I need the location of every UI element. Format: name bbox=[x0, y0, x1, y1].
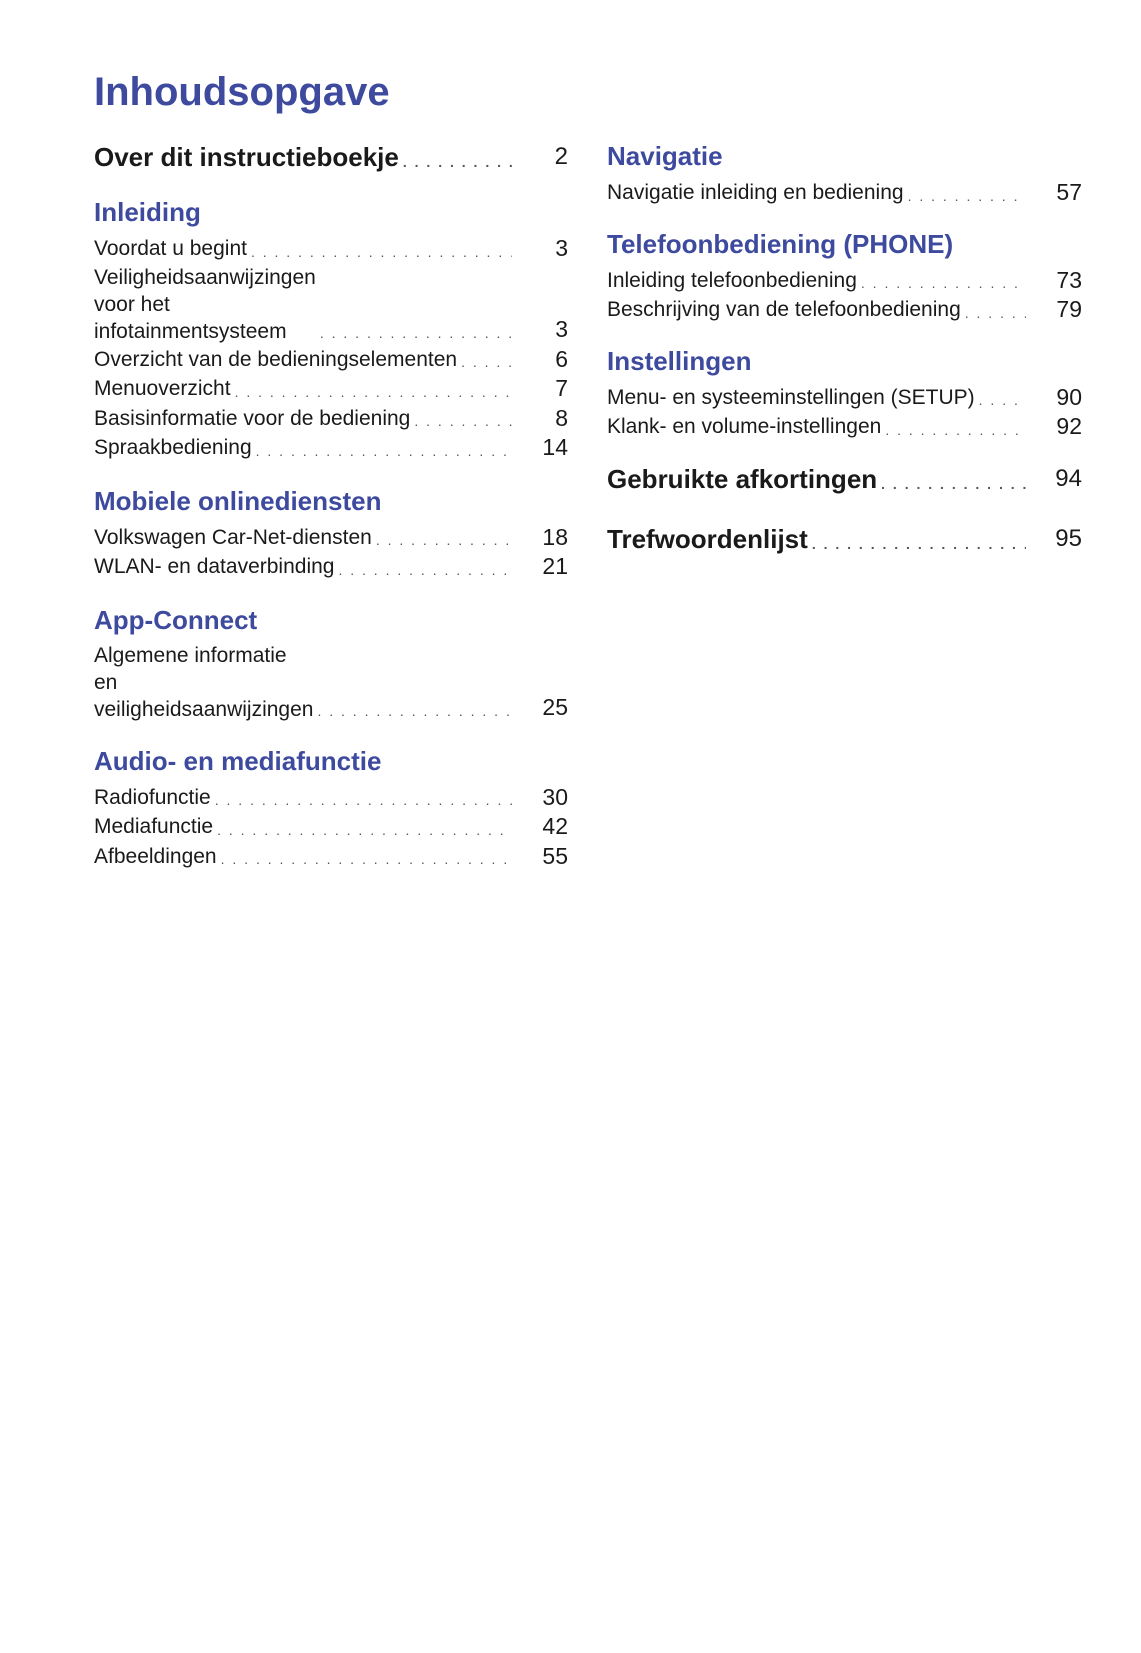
section-heading[interactable]: Telefoonbediening (PHONE) bbox=[607, 228, 954, 259]
dot-leader bbox=[251, 240, 512, 264]
toc-entry[interactable] bbox=[94, 552, 568, 582]
toc-page-number: 42 bbox=[542, 813, 568, 839]
dot-leader bbox=[979, 388, 1026, 412]
toc-entry[interactable] bbox=[94, 783, 568, 813]
toc-page-number: 30 bbox=[542, 783, 568, 810]
toc-entry[interactable] bbox=[94, 812, 568, 842]
section-mobiele-onlinediensten bbox=[94, 485, 568, 582]
toc-entry[interactable] bbox=[94, 264, 568, 345]
section-instellingen bbox=[607, 345, 1082, 442]
toc-entry-label: Menu- en systeeminstellingen (SETUP) bbox=[607, 385, 975, 409]
toc-entry[interactable] bbox=[94, 842, 568, 872]
toc-entry-label: Trefwoordenlijst bbox=[607, 523, 808, 554]
dot-leader bbox=[965, 301, 1026, 325]
toc-page-number: 55 bbox=[542, 842, 568, 869]
toc-page-number: 2 bbox=[554, 143, 568, 170]
toc-entry-label: Algemene informatie en veiligheidsaanwijzingen bbox=[94, 643, 314, 721]
toc-entry-label: Radiofunctie bbox=[94, 785, 211, 809]
section-inleiding bbox=[94, 196, 568, 463]
dot-leader bbox=[256, 439, 512, 463]
toc-entry[interactable] bbox=[94, 345, 568, 375]
toc-entry-gebruikte-afkortingen[interactable] bbox=[607, 462, 1082, 496]
section-heading[interactable]: Mobiele onlinediensten bbox=[94, 485, 382, 516]
toc-page-number: 18 bbox=[542, 523, 568, 550]
section-navigatie bbox=[607, 140, 1082, 208]
toc-entry[interactable] bbox=[607, 295, 1082, 325]
toc-entry-trefwoordenlijst[interactable] bbox=[607, 522, 1082, 556]
toc-entry-label: Overzicht van de bedieningselementen bbox=[94, 347, 458, 371]
toc-entry-label: Over dit instructieboekje bbox=[94, 142, 399, 172]
toc-entry-label: Gebruikte afkortingen bbox=[607, 463, 878, 494]
toc-entry-label: Volkswagen Car-Net-diensten bbox=[94, 525, 372, 549]
section-heading[interactable]: Inleiding bbox=[94, 197, 201, 227]
dot-leader bbox=[235, 380, 512, 404]
section-audio-en-mediafunctie bbox=[94, 745, 568, 872]
toc-page-number: 92 bbox=[1056, 413, 1082, 439]
toc-page-number: 14 bbox=[542, 434, 568, 460]
dot-leader bbox=[861, 271, 1026, 295]
toc-page-number: 57 bbox=[1056, 179, 1082, 205]
dot-leader bbox=[812, 532, 1026, 556]
section-heading[interactable]: Audio- en mediafunctie bbox=[94, 745, 382, 776]
toc-page-number: 95 bbox=[1055, 524, 1082, 552]
toc-page-number: 7 bbox=[555, 375, 568, 401]
toc-page-number: 3 bbox=[555, 316, 568, 342]
toc-page-number: 25 bbox=[542, 694, 568, 720]
toc-entry[interactable] bbox=[94, 374, 568, 404]
toc-entry-over-dit-instructieboekje[interactable] bbox=[94, 140, 568, 174]
section-telefoonbediening bbox=[607, 228, 1082, 325]
toc-entry-label: Mediafunctie bbox=[94, 815, 214, 838]
section-app-connect bbox=[94, 604, 568, 723]
toc-entry-label: WLAN- en dataverbinding bbox=[94, 555, 335, 578]
dot-leader bbox=[217, 818, 512, 842]
toc-entry-label: Voordat u begint bbox=[94, 237, 247, 260]
toc-entry[interactable] bbox=[607, 383, 1082, 413]
dot-leader bbox=[215, 788, 512, 812]
toc-page-number: 8 bbox=[555, 404, 568, 431]
toc-page-number: 3 bbox=[555, 235, 568, 261]
toc-entry[interactable] bbox=[94, 433, 568, 463]
toc-right-column bbox=[607, 140, 1082, 556]
page-title: Inhoudsopgave bbox=[94, 70, 390, 114]
dot-leader bbox=[376, 528, 512, 552]
toc-entry-label: Navigatie inleiding en bediening bbox=[607, 181, 904, 204]
toc-entry[interactable] bbox=[607, 412, 1082, 442]
dot-leader bbox=[317, 699, 512, 723]
toc-entry-label: Beschrijving van de telefoonbediening bbox=[607, 298, 961, 321]
dot-leader bbox=[403, 150, 512, 174]
dot-leader bbox=[885, 418, 1026, 442]
dot-leader bbox=[320, 321, 512, 345]
toc-entry[interactable] bbox=[607, 266, 1082, 296]
dot-leader bbox=[414, 409, 512, 433]
dot-leader bbox=[881, 472, 1026, 496]
toc-entry-label: Veiligheidsaanwijzingen voor het infotainmentsysteem bbox=[94, 265, 316, 343]
dot-leader bbox=[221, 847, 512, 871]
dot-leader bbox=[908, 184, 1026, 208]
toc-entry-label: Spraakbediening bbox=[94, 436, 252, 459]
toc-page-number: 90 bbox=[1056, 383, 1082, 410]
toc-page-number: 94 bbox=[1055, 464, 1082, 492]
toc-entry[interactable] bbox=[94, 523, 568, 553]
toc-entry-label: Menuoverzicht bbox=[94, 377, 231, 400]
dot-leader bbox=[338, 558, 512, 582]
toc-entry[interactable] bbox=[607, 178, 1082, 208]
toc-entry[interactable] bbox=[94, 404, 568, 434]
toc-entry-label: Inleiding telefoonbediening bbox=[607, 268, 857, 292]
toc-entry-label: Klank- en volume-instellingen bbox=[607, 415, 882, 438]
toc-page-number: 6 bbox=[555, 345, 568, 372]
section-heading[interactable]: Instellingen bbox=[607, 345, 752, 376]
toc-entry-label: Afbeeldingen bbox=[94, 844, 217, 868]
toc-entry-label: Basisinformatie voor de bediening bbox=[94, 406, 411, 430]
dot-leader bbox=[461, 350, 512, 374]
toc-entry[interactable] bbox=[94, 234, 568, 264]
toc-entry[interactable] bbox=[94, 642, 568, 723]
section-heading[interactable]: App-Connect bbox=[94, 604, 258, 635]
toc-page-number: 73 bbox=[1056, 266, 1082, 293]
toc-page-number: 21 bbox=[542, 553, 568, 579]
toc-page-number: 79 bbox=[1056, 296, 1082, 322]
section-heading[interactable]: Navigatie bbox=[607, 141, 723, 171]
toc-left-column bbox=[94, 140, 568, 871]
